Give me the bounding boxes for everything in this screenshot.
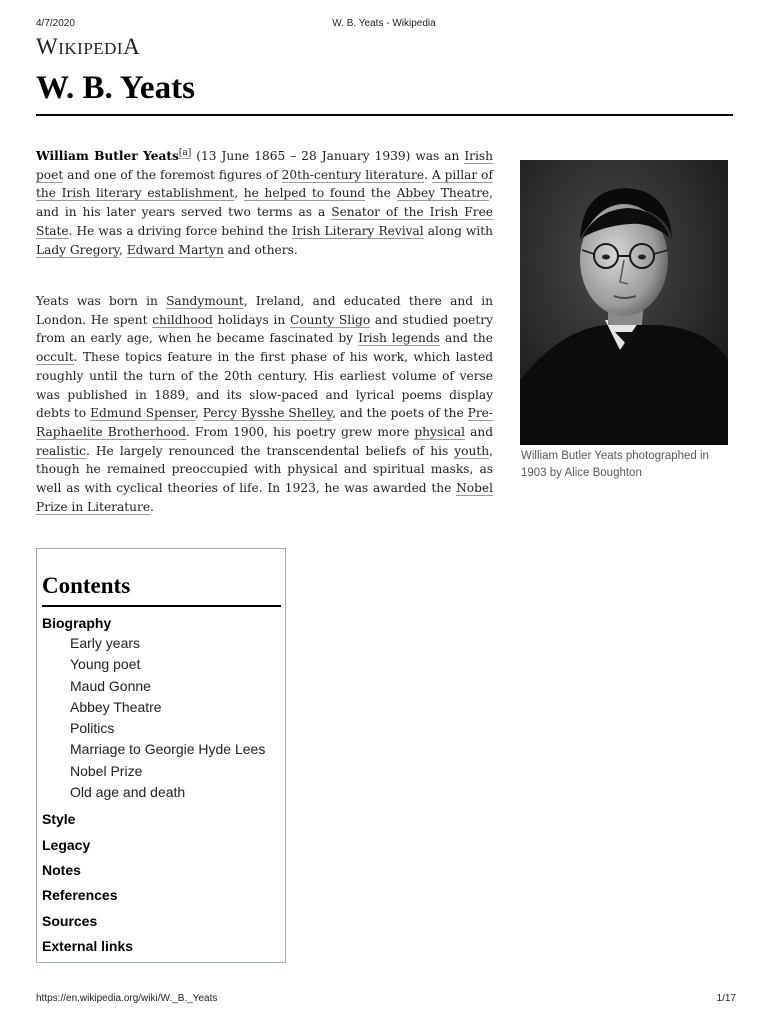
portrait-photo[interactable] <box>520 160 728 445</box>
link-county-sligo[interactable]: County Sligo <box>290 312 371 327</box>
link-sandymount[interactable]: Sandymount <box>166 294 244 308</box>
link-childhood[interactable]: childhood <box>152 312 213 327</box>
text-run: , <box>194 406 203 421</box>
lead-paragraph-1 <box>36 147 493 259</box>
print-header <box>36 18 732 32</box>
text-run: and <box>465 424 493 439</box>
print-page-title: W. B. Yeats - Wikipedia <box>332 18 436 29</box>
text-run: and the <box>439 331 493 346</box>
toc-link-marriage[interactable]: Marriage to Georgie Hyde Lees <box>70 741 266 758</box>
toc-link-biography[interactable]: Biography <box>42 615 112 631</box>
wordmark-a: A <box>123 34 141 59</box>
text-run: the <box>365 186 397 201</box>
title-divider <box>36 114 733 116</box>
text-run: . From 1900, his poetry grew more <box>186 424 415 439</box>
link-edward-martyn[interactable]: Edward Martyn <box>126 242 224 257</box>
toc-sublist-biography <box>42 633 265 803</box>
toc-divider <box>42 605 281 607</box>
text-run: . <box>150 499 154 514</box>
toc-link-style[interactable]: Style <box>42 811 76 828</box>
toc-link-nobel-prize[interactable]: Nobel Prize <box>70 762 143 779</box>
subject-name: William Butler Yeats <box>36 149 179 163</box>
print-footer <box>36 993 736 1007</box>
link-helped-to-found[interactable]: he helped to found <box>243 186 366 201</box>
print-url: https://en.wikipedia.org/wiki/W._B._Yeats <box>36 993 218 1004</box>
text-run: . <box>424 167 432 182</box>
link-abbey-theatre[interactable]: Abbey Theatre <box>396 186 490 201</box>
text-run: , and in his later years served two terms as a <box>36 186 494 220</box>
text-run: and others. <box>223 242 298 257</box>
link-pillar-of-establishment[interactable]: A pillar of the Irish literary establishment <box>36 167 493 201</box>
link-youth[interactable]: youth <box>454 443 490 458</box>
print-date: 4/7/2020 <box>36 18 75 29</box>
text-run: . He largely renounced the transcendental beliefs of his <box>85 443 455 458</box>
text-run: , though he remained preoccupied with physical and spiritual masks, as well as with cyclical theories of life. In 1923, he was awarded the <box>36 443 493 496</box>
link-irish-literary-revival[interactable]: Irish Literary Revival <box>291 223 424 238</box>
toc-list <box>42 613 265 959</box>
portrait-photo-drawing <box>520 160 728 445</box>
text-run: , Ireland, and educated there and in London. He spent <box>36 294 493 327</box>
link-irish-poet[interactable]: Irish poet <box>36 149 493 182</box>
toc-link-old-age-and-death[interactable]: Old age and death <box>70 784 186 801</box>
link-percy-bysshe-shelley[interactable]: Percy Bysshe Shelley <box>202 406 333 421</box>
text-run: and one of the foremost figures of <box>63 167 282 182</box>
toc-link-external-links[interactable]: External links <box>42 937 134 954</box>
toc-link-references[interactable]: References <box>42 887 118 904</box>
wikipedia-wordmark[interactable] <box>36 34 140 60</box>
toc-link-sources[interactable]: Sources <box>42 912 98 929</box>
toc-link-abbey-theatre[interactable]: Abbey Theatre <box>70 698 162 715</box>
toc-link-young-poet[interactable]: Young poet <box>70 656 141 673</box>
text-run: Yeats was born in <box>36 294 167 308</box>
wordmark-small-caps: IKIPEDI <box>58 39 124 58</box>
text-run: and studied poetry from an early age, when he became fascinated by <box>36 312 494 346</box>
text-run: , <box>234 186 244 201</box>
table-of-contents <box>36 548 286 963</box>
link-nobel-prize-in-literature[interactable]: Nobel Prize in Literature <box>36 481 493 514</box>
link-irish-legends[interactable]: Irish legends <box>358 331 440 346</box>
print-page-number: 1/17 <box>716 993 736 1004</box>
text-run: , and the poets of the <box>332 406 468 421</box>
link-physical[interactable]: physical <box>414 424 466 439</box>
link-edmund-spenser[interactable]: Edmund Spenser <box>90 406 195 421</box>
toc-link-early-years[interactable]: Early years <box>70 635 141 651</box>
link-lady-gregory[interactable]: Lady Gregory <box>36 242 119 257</box>
wordmark-w: W <box>36 34 59 59</box>
toc-link-politics[interactable]: Politics <box>70 720 115 737</box>
toc-link-maud-gonne[interactable]: Maud Gonne <box>70 677 151 694</box>
text-run: , <box>118 242 127 257</box>
text-run: holidays in <box>212 312 291 327</box>
text-run: along with <box>423 223 493 238</box>
portrait-caption: William Butler Yeats photographed in 1903 by Alice Boughton <box>521 450 709 479</box>
text-run: . These topics feature in the first phase of his work, which lasted roughly until the turn of the 20th century. His earliest volume of verse was published in 1889, and its slow-paced and lyrical poems display debts to <box>36 350 493 421</box>
text-run: (13 June 1865 – 28 January 1939) was an <box>191 149 465 163</box>
toc-title: Contents <box>42 573 131 598</box>
link-senator-irish-free-state[interactable]: Senator of the Irish Free State <box>36 205 493 238</box>
page-title: W. B. Yeats <box>36 70 195 106</box>
lead-paragraph-2 <box>36 292 493 516</box>
link-pre-raphaelite-brotherhood[interactable]: Pre-Raphaelite Brotherhood <box>36 406 494 439</box>
link-occult[interactable]: occult <box>36 350 74 365</box>
footnote-link-a[interactable]: [a] <box>178 147 192 158</box>
toc-link-notes[interactable]: Notes <box>42 861 81 878</box>
link-20th-century-literature[interactable]: 20th-century literature <box>281 167 425 182</box>
text-run: . He was a driving force behind the <box>68 223 292 238</box>
toc-link-legacy[interactable]: Legacy <box>42 836 91 853</box>
link-realistic[interactable]: realistic <box>36 443 86 458</box>
toc-item-biography <box>42 613 265 803</box>
